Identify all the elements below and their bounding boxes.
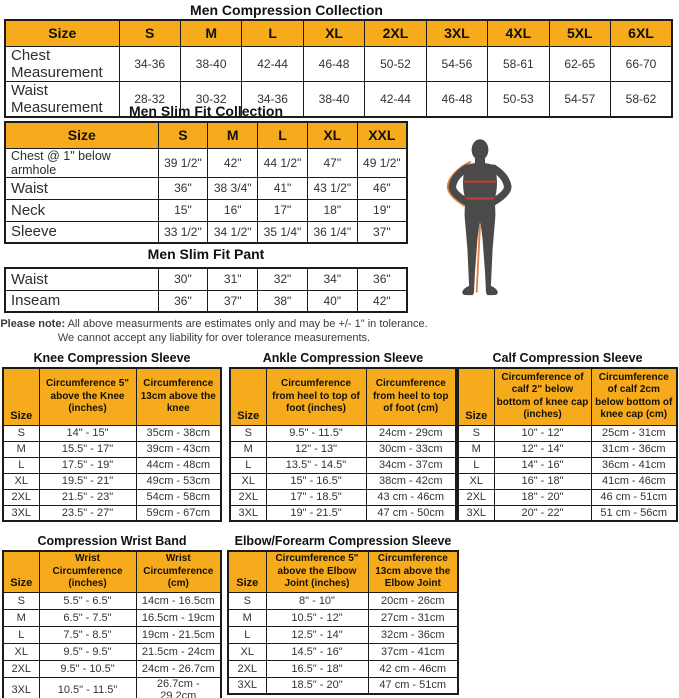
- range-value-cell: 10.5" - 12": [266, 609, 368, 626]
- measurement-value-cell: 30": [158, 268, 208, 290]
- range-value-cell: 23.5" - 27": [39, 505, 136, 521]
- range-value-cell: 12.5" - 14": [266, 626, 368, 643]
- range-value-cell: 21.5cm - 24cm: [136, 643, 221, 660]
- measurement-value-cell: 44 1/2": [258, 148, 308, 177]
- range-value-cell: 47 cm - 50cm: [366, 505, 456, 521]
- range-value-cell: 37cm - 41cm: [368, 643, 458, 660]
- measurement-row: [5, 221, 407, 243]
- measurement-value-cell: 28-32: [119, 81, 180, 117]
- measurement-value-cell: 36 1/4": [307, 221, 357, 243]
- range-value-cell: 12" - 14": [494, 441, 591, 457]
- measurement-value-cell: 19": [357, 199, 407, 221]
- measurement-value-cell: 38-40: [303, 81, 364, 117]
- range-value-cell: 32cm - 36cm: [368, 626, 458, 643]
- circumference-header-cell: Circumference from heel to top of foot (cm): [366, 368, 456, 425]
- size-cell: M: [458, 441, 494, 457]
- sleeve-size-row: [458, 473, 677, 489]
- size-cell: L: [3, 457, 39, 473]
- calf-sleeve-table: [457, 367, 678, 522]
- measurement-value-cell: 54-57: [549, 81, 610, 117]
- range-value-cell: 38cm - 42cm: [366, 473, 456, 489]
- range-value-cell: 10.5" - 11.5": [39, 677, 136, 698]
- size-cell: 3XL: [3, 505, 39, 521]
- size-cell: M: [230, 441, 266, 457]
- size-cell: S: [228, 592, 266, 609]
- measurement-value-cell: 58-62: [611, 81, 673, 117]
- sleeve-size-row: [458, 489, 677, 505]
- size-header-cell: Size: [458, 368, 494, 425]
- row-label-cell: Chest Measurement: [5, 46, 119, 81]
- range-value-cell: 9.5" - 9.5": [39, 643, 136, 660]
- size-column-header: 3XL: [426, 20, 487, 46]
- circumference-header-cell: Wrist Circumference (inches): [39, 551, 136, 592]
- range-value-cell: 51 cm - 56cm: [591, 505, 677, 521]
- measurement-value-cell: 36": [158, 177, 208, 199]
- ankle-sleeve-table: [229, 367, 457, 522]
- range-value-cell: 24cm - 29cm: [366, 425, 456, 441]
- sleeve-size-row: [3, 425, 221, 441]
- circumference-header-cell: Circumference 5" above the Elbow Joint (inches): [266, 551, 368, 592]
- size-header-cell: Size: [3, 551, 39, 592]
- sleeve-size-row: [3, 592, 221, 609]
- row-label-cell: Sleeve: [5, 221, 158, 243]
- range-value-cell: 6.5" - 7.5": [39, 609, 136, 626]
- measurement-row: [5, 268, 407, 290]
- knee-sleeve-title: Knee Compression Sleeve: [33, 351, 191, 365]
- sleeve-size-row: [3, 505, 221, 521]
- measurement-row: [5, 290, 407, 312]
- range-value-cell: 25cm - 31cm: [591, 425, 677, 441]
- measurement-value-cell: 41": [258, 177, 308, 199]
- size-cell: M: [228, 609, 266, 626]
- row-label-cell: Chest @ 1" below armhole: [5, 148, 158, 177]
- elbow-forearm-sleeve-table: [227, 550, 459, 695]
- measurement-row: [5, 148, 407, 177]
- measurement-value-cell: 42": [357, 290, 407, 312]
- measurement-value-cell: 18": [307, 199, 357, 221]
- sleeve-size-row: [3, 473, 221, 489]
- sleeve-size-row: [228, 592, 458, 609]
- size-cell: 2XL: [3, 489, 39, 505]
- range-value-cell: 20cm - 26cm: [368, 592, 458, 609]
- measurement-value-cell: 30-32: [180, 81, 241, 117]
- sleeve-header-row: [3, 368, 221, 425]
- slim-fit-pant-title: Men Slim Fit Pant: [147, 246, 265, 262]
- sleeve-size-row: [3, 441, 221, 457]
- size-cell: 3XL: [228, 677, 266, 694]
- circumference-header-cell: Circumference of calf 2" below bottom of knee cap (inches): [494, 368, 591, 425]
- measurement-value-cell: 38": [258, 290, 308, 312]
- compression-collection-title: Men Compression Collection: [190, 2, 383, 18]
- range-value-cell: 7.5" - 8.5": [39, 626, 136, 643]
- size-cell: 2XL: [230, 489, 266, 505]
- slim-fit-collection-table: [4, 121, 408, 244]
- size-cell: XL: [3, 643, 39, 660]
- size-header-cell: Size: [228, 551, 266, 592]
- range-value-cell: 9.5" - 10.5": [39, 660, 136, 677]
- range-value-cell: 30cm - 33cm: [366, 441, 456, 457]
- sleeve-size-row: [458, 457, 677, 473]
- measurement-value-cell: 38-40: [180, 46, 241, 81]
- range-value-cell: 19cm - 21.5cm: [136, 626, 221, 643]
- size-cell: L: [230, 457, 266, 473]
- size-cell: S: [3, 425, 39, 441]
- range-value-cell: 16.5" - 18": [266, 660, 368, 677]
- size-column-header: 2XL: [365, 20, 426, 46]
- body-measurement-figure: [438, 134, 522, 310]
- sleeve-header-row: [230, 368, 456, 425]
- range-value-cell: 9.5" - 11.5": [266, 425, 366, 441]
- measurement-value-cell: 34": [307, 268, 357, 290]
- elbow-forearm-sleeve-title: Elbow/Forearm Compression Sleeve: [234, 534, 452, 548]
- row-label-cell: Neck: [5, 199, 158, 221]
- range-value-cell: 16" - 18": [494, 473, 591, 489]
- measurement-value-cell: 33 1/2": [158, 221, 208, 243]
- sleeve-size-row: [230, 457, 456, 473]
- measurement-value-cell: 62-65: [549, 46, 610, 81]
- size-column-header: 6XL: [611, 20, 673, 46]
- measurement-value-cell: 15": [158, 199, 208, 221]
- range-value-cell: 16.5cm - 19cm: [136, 609, 221, 626]
- range-value-cell: 35cm - 38cm: [136, 425, 221, 441]
- size-column-header: S: [158, 122, 208, 148]
- measurement-value-cell: 46-48: [303, 46, 364, 81]
- circumference-header-cell: Circumference 5" above the Knee (inches): [39, 368, 136, 425]
- measurement-value-cell: 35 1/4": [258, 221, 308, 243]
- sleeve-size-row: [228, 677, 458, 694]
- sleeve-size-row: [230, 473, 456, 489]
- size-column-header: M: [208, 122, 258, 148]
- range-value-cell: 21.5" - 23": [39, 489, 136, 505]
- size-column-header: L: [242, 20, 303, 46]
- range-value-cell: 18.5" - 20": [266, 677, 368, 694]
- measurement-value-cell: 40": [307, 290, 357, 312]
- range-value-cell: 43 cm - 46cm: [366, 489, 456, 505]
- range-value-cell: 47 cm - 51cm: [368, 677, 458, 694]
- range-value-cell: 27cm - 31cm: [368, 609, 458, 626]
- note-text: All above measurments are estimates only and may be +/- 1" in tolerance.: [65, 318, 428, 330]
- measurement-value-cell: 50-53: [488, 81, 549, 117]
- circumference-header-cell: Circumference from heel to top of foot (inches): [266, 368, 366, 425]
- size-cell: XL: [3, 473, 39, 489]
- measurement-value-cell: 54-56: [426, 46, 487, 81]
- measurement-value-cell: 42": [208, 148, 258, 177]
- row-label-cell: Waist: [5, 177, 158, 199]
- range-value-cell: 49cm - 53cm: [136, 473, 221, 489]
- size-cell: M: [3, 609, 39, 626]
- measurement-value-cell: 43 1/2": [307, 177, 357, 199]
- measurement-row: [5, 46, 672, 81]
- sleeve-size-row: [3, 643, 221, 660]
- figure-head: [472, 139, 489, 160]
- measurement-value-cell: 42-44: [242, 46, 303, 81]
- range-value-cell: 12" - 13": [266, 441, 366, 457]
- circumference-header-cell: Wrist Circumference (cm): [136, 551, 221, 592]
- range-value-cell: 41cm - 46cm: [591, 473, 677, 489]
- size-cell: M: [3, 441, 39, 457]
- range-value-cell: 14" - 16": [494, 457, 591, 473]
- sleeve-size-row: [230, 441, 456, 457]
- size-column-header: XXL: [357, 122, 407, 148]
- circumference-header-cell: Circumference 13cm above the knee: [136, 368, 221, 425]
- sleeve-size-row: [228, 660, 458, 677]
- range-value-cell: 15.5" - 17": [39, 441, 136, 457]
- row-label-cell: Waist: [5, 268, 158, 290]
- size-cell: 2XL: [228, 660, 266, 677]
- sleeve-size-row: [228, 643, 458, 660]
- size-header-cell: Size: [230, 368, 266, 425]
- ankle-sleeve-title: Ankle Compression Sleeve: [262, 351, 424, 365]
- sleeve-size-row: [230, 489, 456, 505]
- sleeve-size-row: [230, 425, 456, 441]
- measurement-value-cell: 34 1/2": [208, 221, 258, 243]
- size-cell: XL: [228, 643, 266, 660]
- range-value-cell: 19.5" - 21": [39, 473, 136, 489]
- measurement-value-cell: 66-70: [611, 46, 673, 81]
- slim-fit-collection-title: Men Slim Fit Collection: [128, 103, 283, 119]
- sleeve-header-row: [458, 368, 677, 425]
- size-header-cell: Size: [3, 368, 39, 425]
- size-header-row: [5, 122, 407, 148]
- range-value-cell: 10" - 12": [494, 425, 591, 441]
- range-value-cell: 54cm - 58cm: [136, 489, 221, 505]
- tolerance-note: [0, 317, 428, 345]
- measurement-value-cell: 37": [208, 290, 258, 312]
- size-header-cell: Size: [5, 122, 158, 148]
- sleeve-size-row: [3, 626, 221, 643]
- measurement-value-cell: 42-44: [365, 81, 426, 117]
- circumference-header-cell: Circumference 13cm above the Elbow Joint: [368, 551, 458, 592]
- measurement-value-cell: 37": [357, 221, 407, 243]
- measurement-value-cell: 17": [258, 199, 308, 221]
- sleeve-size-row: [3, 677, 221, 698]
- size-cell: L: [228, 626, 266, 643]
- range-value-cell: 36cm - 41cm: [591, 457, 677, 473]
- knee-sleeve-table: [2, 367, 222, 522]
- size-cell: 2XL: [458, 489, 494, 505]
- size-cell: 3XL: [3, 677, 39, 698]
- range-value-cell: 17.5" - 19": [39, 457, 136, 473]
- sleeve-size-row: [458, 425, 677, 441]
- sleeve-size-row: [3, 457, 221, 473]
- measurement-value-cell: 38 3/4": [208, 177, 258, 199]
- size-cell: L: [3, 626, 39, 643]
- size-header-row: [5, 20, 672, 46]
- note-prefix: Please note:: [0, 318, 66, 330]
- size-cell: 3XL: [458, 505, 494, 521]
- range-value-cell: 44cm - 48cm: [136, 457, 221, 473]
- slim-fit-pant-table: [4, 267, 408, 313]
- range-value-cell: 46 cm - 51cm: [591, 489, 677, 505]
- measurement-value-cell: 31": [208, 268, 258, 290]
- wrist-band-title: Compression Wrist Band: [37, 534, 187, 548]
- measurement-value-cell: 46": [357, 177, 407, 199]
- range-value-cell: 26.7cm - 29.2cm: [136, 677, 221, 698]
- range-value-cell: 17" - 18.5": [266, 489, 366, 505]
- size-cell: S: [3, 592, 39, 609]
- sleeve-size-row: [228, 609, 458, 626]
- size-cell: 2XL: [3, 660, 39, 677]
- range-value-cell: 42 cm - 46cm: [368, 660, 458, 677]
- size-cell: S: [458, 425, 494, 441]
- size-column-header: M: [180, 20, 241, 46]
- size-cell: XL: [458, 473, 494, 489]
- measurement-row: [5, 177, 407, 199]
- size-header-cell: Size: [5, 20, 119, 46]
- size-column-header: XL: [307, 122, 357, 148]
- row-label-cell: Waist Measurement: [5, 81, 119, 117]
- measurement-value-cell: 34-36: [242, 81, 303, 117]
- range-value-cell: 14cm - 16.5cm: [136, 592, 221, 609]
- sleeve-size-row: [230, 505, 456, 521]
- range-value-cell: 14" - 15": [39, 425, 136, 441]
- range-value-cell: 14.5" - 16": [266, 643, 368, 660]
- sleeve-size-row: [458, 505, 677, 521]
- range-value-cell: 18" - 20": [494, 489, 591, 505]
- measurement-value-cell: 34-36: [119, 46, 180, 81]
- sleeve-size-row: [3, 660, 221, 677]
- size-column-header: L: [258, 122, 308, 148]
- sleeve-size-row: [228, 626, 458, 643]
- size-cell: XL: [230, 473, 266, 489]
- range-value-cell: 13.5" - 14.5": [266, 457, 366, 473]
- wrist-band-table: [2, 550, 222, 698]
- measurement-value-cell: 36": [158, 290, 208, 312]
- measurement-value-cell: 39 1/2": [158, 148, 208, 177]
- measurement-row: [5, 199, 407, 221]
- measurement-value-cell: 32": [258, 268, 308, 290]
- range-value-cell: 5.5" - 6.5": [39, 592, 136, 609]
- range-value-cell: 8" - 10": [266, 592, 368, 609]
- tolerance-note-line1: [0, 317, 428, 331]
- measurement-value-cell: 16": [208, 199, 258, 221]
- range-value-cell: 34cm - 37cm: [366, 457, 456, 473]
- measurement-value-cell: 58-61: [488, 46, 549, 81]
- range-value-cell: 31cm - 36cm: [591, 441, 677, 457]
- sleeve-size-row: [3, 609, 221, 626]
- tolerance-note-line2: We cannot accept any liability for over tolerance measurements.: [57, 332, 371, 344]
- measurement-value-cell: 49 1/2": [357, 148, 407, 177]
- range-value-cell: 24cm - 26.7cm: [136, 660, 221, 677]
- sleeve-size-row: [3, 489, 221, 505]
- range-value-cell: 19" - 21.5": [266, 505, 366, 521]
- row-label-cell: Inseam: [5, 290, 158, 312]
- size-cell: 3XL: [230, 505, 266, 521]
- circumference-header-cell: Circumference of calf 2cm below bottom of knee cap (cm): [591, 368, 677, 425]
- range-value-cell: 15" - 16.5": [266, 473, 366, 489]
- sleeve-header-row: [3, 551, 221, 592]
- size-column-header: 5XL: [549, 20, 610, 46]
- measurement-value-cell: 46-48: [426, 81, 487, 117]
- range-value-cell: 59cm - 67cm: [136, 505, 221, 521]
- range-value-cell: 39cm - 43cm: [136, 441, 221, 457]
- size-cell: S: [230, 425, 266, 441]
- measurement-value-cell: 36": [357, 268, 407, 290]
- sleeve-size-row: [458, 441, 677, 457]
- size-column-header: S: [119, 20, 180, 46]
- measurement-value-cell: 47": [307, 148, 357, 177]
- calf-sleeve-title: Calf Compression Sleeve: [492, 351, 643, 365]
- range-value-cell: 20" - 22": [494, 505, 591, 521]
- sleeve-header-row: [228, 551, 458, 592]
- size-column-header: 4XL: [488, 20, 549, 46]
- size-cell: L: [458, 457, 494, 473]
- size-column-header: XL: [303, 20, 364, 46]
- measurement-value-cell: 50-52: [365, 46, 426, 81]
